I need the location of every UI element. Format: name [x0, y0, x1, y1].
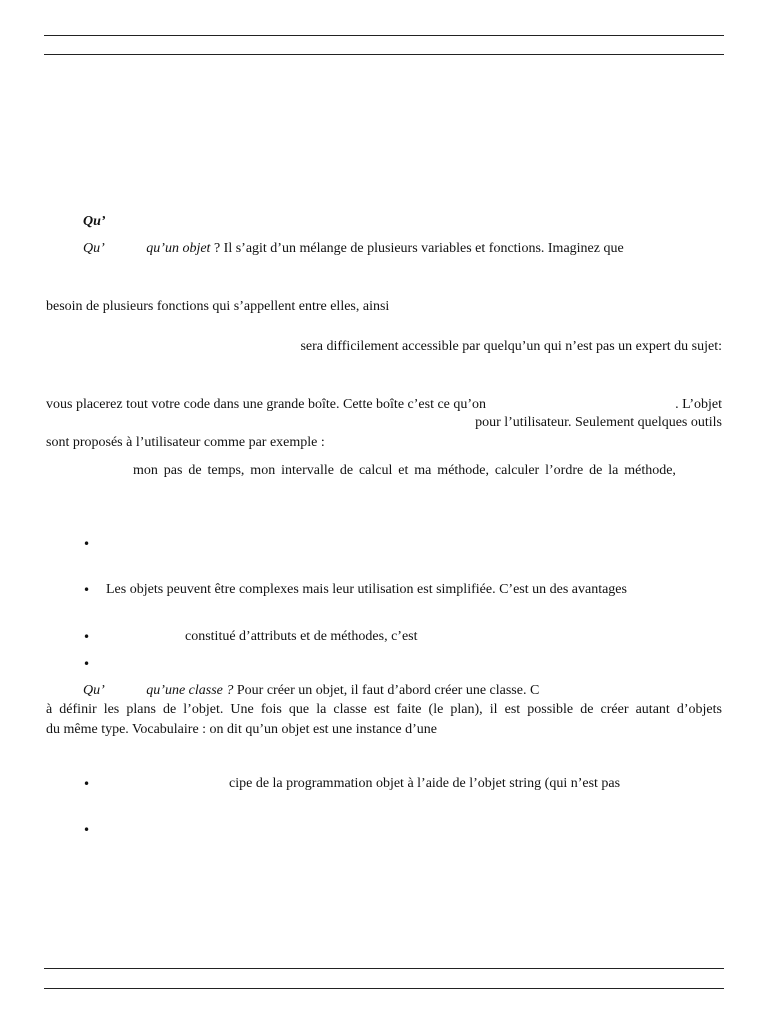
question-start: Qu’	[83, 241, 105, 256]
footer-rule-bottom	[44, 988, 724, 989]
header-rule-bottom	[44, 54, 724, 55]
bullet-1: •	[83, 537, 91, 551]
bullet-2: •	[83, 583, 91, 597]
paragraph-line-vous: vous placerez tout votre code dans une grande boîte. Cette boîte c’est ce qu’on	[46, 397, 487, 412]
bullet-4: •	[83, 657, 91, 671]
question-objet: qu’un objet	[146, 241, 211, 256]
footer-rule-top	[44, 968, 724, 969]
paragraph-line-besoin: besoin de plusieurs fonctions qui s’appellent entre elles, ainsi	[46, 299, 390, 314]
paragraph-line-meme: du même type. Vocabulaire : on dit qu’un objet est une instance d’une	[46, 722, 437, 737]
paragraph-line-mon: mon pas de temps, mon intervalle de calcul et ma méthode, calculer l’ordre de la méthode,	[133, 463, 676, 478]
paragraph-line-sont: sont proposés à l’utilisateur comme par exemple :	[46, 435, 325, 450]
question-classe-answer: Pour créer un objet, il faut d’abord créer une classe. C	[236, 683, 540, 698]
question-start-2: Qu’	[83, 683, 105, 698]
paragraph-line-pour: pour l’utilisateur. Seulement quelques outils	[475, 415, 722, 430]
header-rule-top	[44, 35, 724, 36]
paragraph-line-vous-end: . L’objet	[675, 397, 722, 412]
paragraph-line-sera: sera difficilement accessible par quelqu’un qui n’est pas un expert du sujet:	[300, 339, 722, 354]
bullet-3-text: constitué d’attributs et de méthodes, c’est	[185, 629, 418, 644]
paragraph-line-classe	[83, 683, 539, 699]
bullet-5: •	[83, 777, 91, 791]
bullet-3: •	[83, 630, 91, 644]
paragraph-line-definir: à définir les plans de l’objet. Une fois que la classe est faite (le plan), il est possible de créer autant d’objets	[46, 702, 722, 717]
bullet-2-text: Les objets peuvent être complexes mais leur utilisation est simplifiée. C’est un des avantages	[106, 582, 627, 597]
question-classe: qu’une classe ?	[146, 683, 234, 698]
bullet-5-text: cipe de la programmation objet à l’aide de l’objet string (qui n’est pas	[229, 776, 621, 791]
question-objet-answer: ? Il s’agit d’un mélange de plusieurs variables et fonctions. Imaginez que	[213, 241, 624, 256]
paragraph-line-objet	[83, 241, 624, 257]
section-heading: Qu’	[83, 214, 106, 229]
bullet-6: •	[83, 823, 91, 837]
